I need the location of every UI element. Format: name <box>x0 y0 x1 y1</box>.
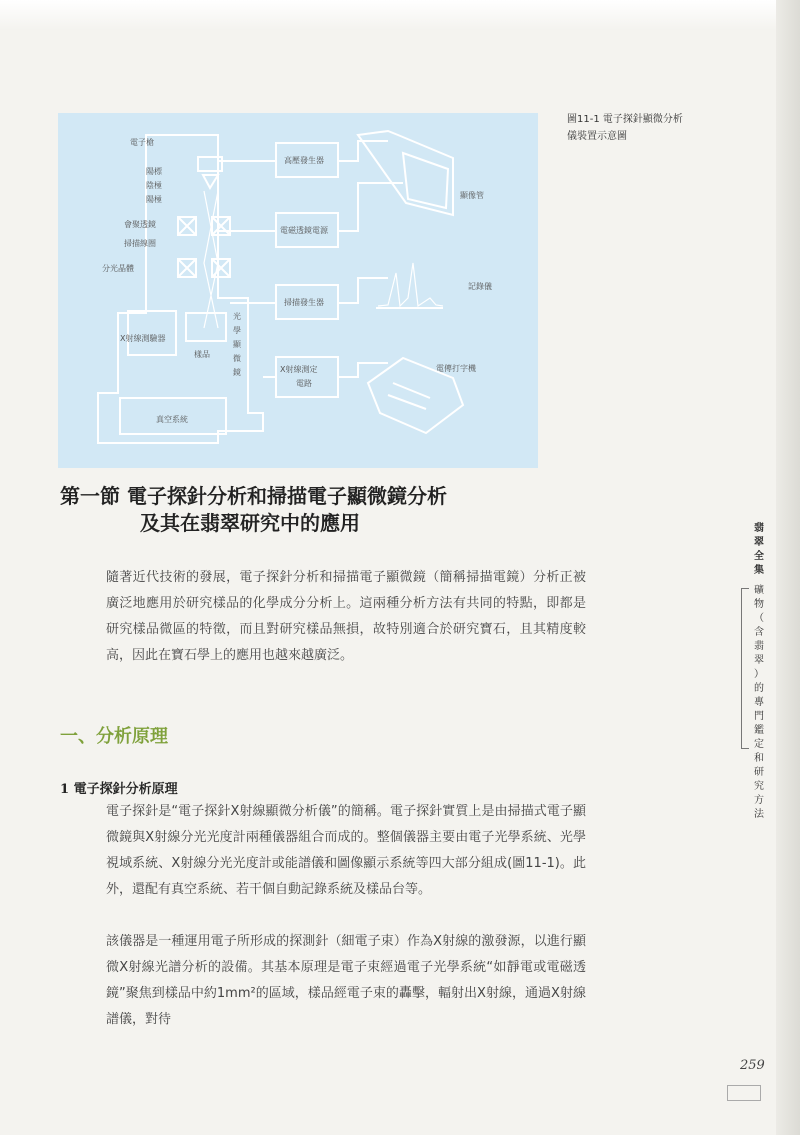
section-title-line1: 第一節 電子探針分析和掃描電子顯微鏡分析 <box>60 484 447 508</box>
side-tab-char: 集 <box>754 565 764 576</box>
label-cathode: 陽標 <box>146 167 162 176</box>
side-tab-char: 究 <box>754 781 764 792</box>
figure-caption-line2: 儀裝置示意圖 <box>567 131 627 142</box>
label-scan-coil: 掃描線圈 <box>124 239 156 248</box>
label-sample: 樣品 <box>194 350 210 359</box>
side-tab-char: 鑑 <box>754 725 764 736</box>
label-crystal: 分光晶體 <box>102 264 134 273</box>
side-tab-char: 專 <box>754 697 764 708</box>
intro-paragraph: 隨著近代技術的發展，電子探針分析和掃描電子顯微鏡（簡稱掃描電鏡）分析正被廣泛地應用於研究樣品的化學成分分析上。這兩種分析方法有共同的特點，即都是研究樣品微區的特徵，而且對研究樣品無損，故特別適合於研究寶石，且其精度較高，因此在寶石學上的應用也越來越廣泛。 <box>106 570 586 663</box>
label-electron-gun: 電子槍 <box>130 138 154 147</box>
page-right-edge <box>776 0 800 1135</box>
side-tab-char: 礦 <box>754 585 764 596</box>
side-tab <box>752 522 766 822</box>
subsubheading-electron-probe: 1 電子探針分析原理 <box>60 782 178 797</box>
side-rule-bottom-tick <box>741 748 749 749</box>
label-optical-3: 顯 <box>233 340 241 349</box>
label-grid: 陰極 <box>146 181 162 190</box>
side-tab-char: 含 <box>754 627 764 638</box>
side-tab-char: 物 <box>754 599 764 610</box>
side-tab-char: （ <box>754 613 764 624</box>
page-number: 259 <box>740 1058 765 1073</box>
section-title-line2: 及其在翡翠研究中的應用 <box>140 511 360 535</box>
label-xray-circuit-2: 電路 <box>296 379 312 388</box>
label-crt: 顯像管 <box>460 191 484 200</box>
side-tab-char: 翡 <box>754 523 764 534</box>
figure-caption-line1: 圖11-1 電子探針顯微分析 <box>567 114 683 125</box>
paragraph-probe-definition: 電子探針是“電子探針X射線顯微分析儀”的簡稱。電子探針實質上是由掃描式電子顯微鏡與X射線分光光度計兩種儀器組合而成的。整個儀器主要由電子光學系統、光學視域系統、X射線分光光度計或能譜儀和圖像顯示系統等四大部分組成(圖11-1)。此外，還配有真空系統、若干個自動記錄系統及樣品台等。 <box>106 804 586 897</box>
side-tab-char: 定 <box>754 739 764 750</box>
subheading-principle: 一、分析原理 <box>60 726 168 747</box>
label-xray-detector: X射線測驗器 <box>120 334 166 343</box>
side-rule-top-tick <box>741 588 749 589</box>
instrument-diagram <box>58 113 538 468</box>
label-recorder: 記錄儀 <box>468 282 492 291</box>
side-tab-char: 翠 <box>754 537 764 548</box>
label-xray-circuit-1: X射線測定 <box>280 365 318 374</box>
label-anode: 陽極 <box>146 195 162 204</box>
side-tab-char: 翠 <box>754 655 764 666</box>
label-optical-1: 光 <box>233 312 241 321</box>
side-tab-char: 翡 <box>754 641 764 652</box>
side-rule <box>741 588 742 748</box>
label-optical-5: 鏡 <box>233 368 241 377</box>
page-top-edge <box>0 0 800 30</box>
label-optical-2: 學 <box>233 326 241 335</box>
side-tab-char: 門 <box>754 711 764 722</box>
figure-caption <box>567 111 727 145</box>
side-tab-char: 法 <box>754 809 764 820</box>
side-tab-char: 研 <box>754 767 764 778</box>
side-tab-char: 和 <box>754 753 764 764</box>
label-lens-power: 電磁透鏡電源 <box>280 226 328 235</box>
label-condenser-lens: 會聚透鏡 <box>124 220 156 229</box>
figure-panel <box>58 113 538 468</box>
side-tab-char: 方 <box>754 795 764 806</box>
side-tab-subtitle <box>752 584 766 822</box>
label-vacuum-system: 真空系統 <box>156 415 188 424</box>
section-title <box>60 483 540 537</box>
side-tab-book-title <box>752 522 766 578</box>
side-tab-char: 全 <box>754 551 764 562</box>
label-scan-generator: 掃描發生器 <box>284 298 324 307</box>
label-typewriter: 電傳打字機 <box>436 364 476 373</box>
corner-mark <box>727 1085 761 1101</box>
label-optical-4: 微 <box>233 354 241 363</box>
side-tab-char: 的 <box>754 683 764 694</box>
side-tab-char: ） <box>754 669 764 680</box>
paragraph-probe-principle: 該儀器是一種運用電子所形成的探測針（細電子束）作為X射線的激發源，以進行顯微X射線光譜分析的設備。其基本原理是電子束經過電子光學系統“如靜電或電磁透鏡”聚焦到樣品中約1mm²的區域，樣品經電子束的轟擊，輻射出X射線，通過X射線譜儀，對待 <box>106 934 586 1027</box>
label-hv-generator: 高壓發生器 <box>284 156 324 165</box>
